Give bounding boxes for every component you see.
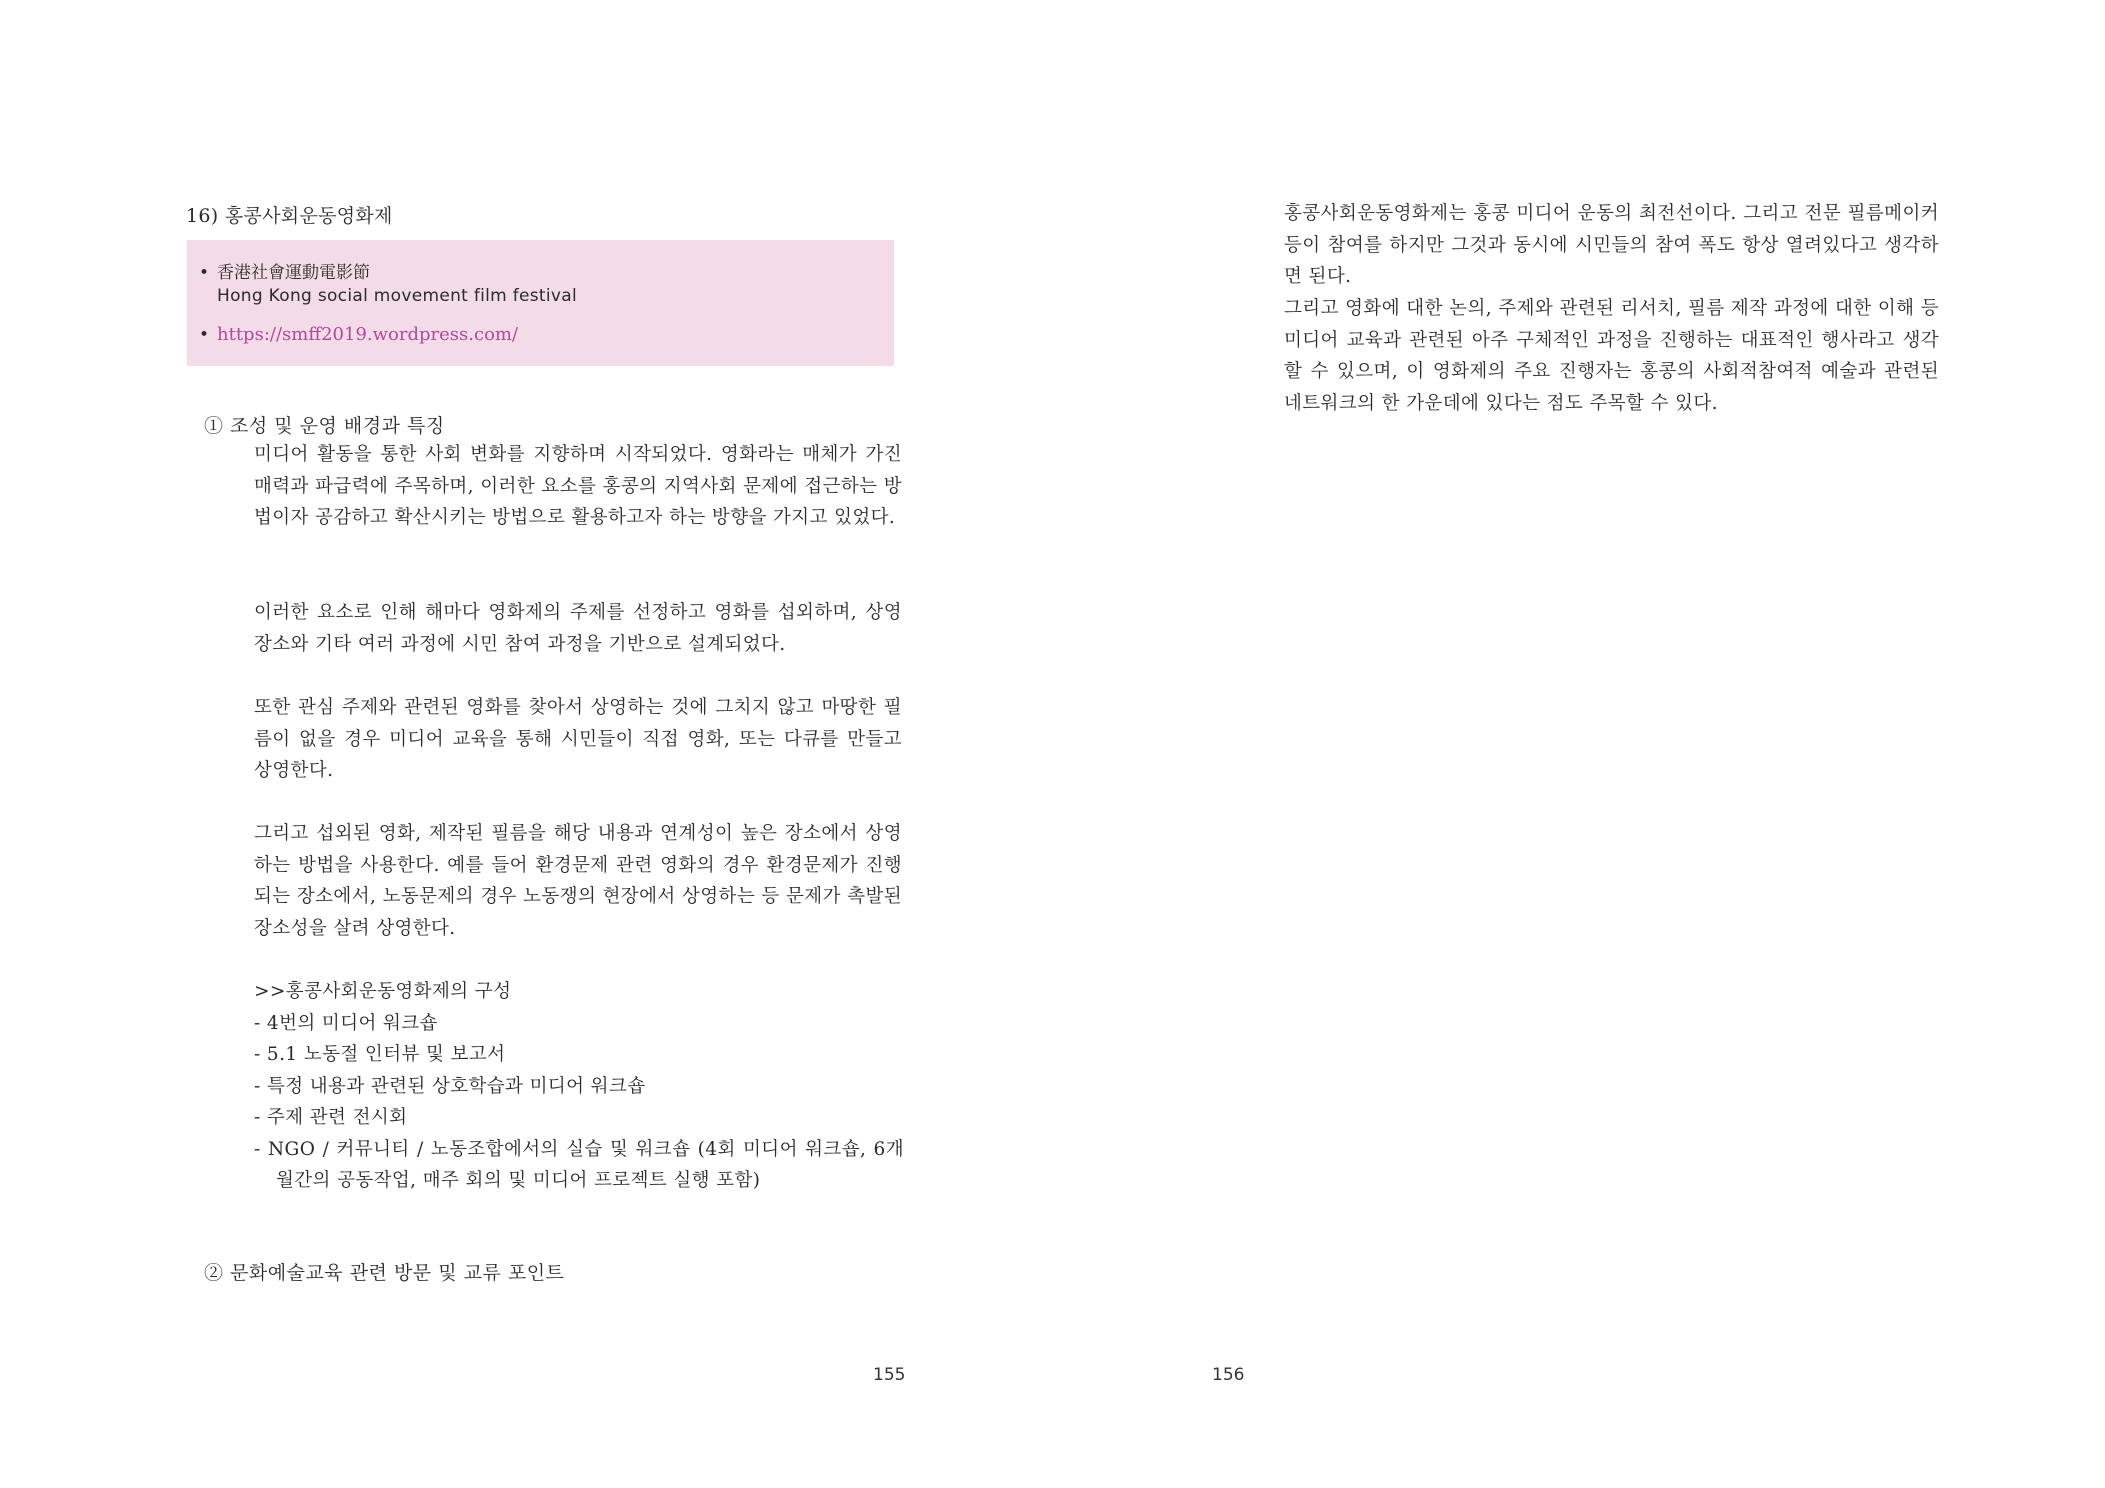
page-number-right: 156 — [1212, 1365, 1245, 1385]
page-number-left: 155 — [873, 1365, 906, 1385]
bullet-icon: • — [199, 263, 210, 283]
right-paragraph-2: 그리고 영화에 대한 논의, 주제와 관련된 리서치, 필름 제작 과정에 대한 이해 등 미디어 교육과 관련된 아주 구체적인 과정을 진행하는 대표적인 행사라고 생각할 수 있으며, 이 영화제의 주요 진행자는 홍콩의 사회적참여적 예술과 관련된 네트워크의 한 가운데에 있다는 점도 주목할 수 있다. — [1284, 298, 1939, 414]
list-item: - 5.1 노동절 인터뷰 및 보고서 — [254, 1044, 506, 1065]
list-item: - NGO / 커뮤니티 / 노동조합에서의 실습 및 워크숍 (4회 미디어 워크숍, 6개월간의 공동작업, 매주 회의 및 미디어 프로젝트 실행 포함) — [254, 1138, 904, 1191]
list-item: - 4번의 미디어 워크숍 — [254, 1012, 438, 1034]
festival-chinese-name: 香港社會運動電影節 — [217, 263, 370, 283]
right-paragraph-1: 홍콩사회운동영화제는 홍콩 미디어 운동의 최전선이다. 그리고 전문 필름메이커 등이 참여를 하지만 그것과 동시에 시민들의 참여 폭도 항상 열려있다고 생각하면 된다. — [1284, 203, 1939, 287]
festival-info-box — [187, 240, 894, 366]
list-item: - 특정 내용과 관련된 상호학습과 미디어 워크숍 — [254, 1075, 646, 1097]
paragraph-3: 또한 관심 주제와 관련된 영화를 찾아서 상영하는 것에 그치지 않고 마땅한 필름이 없을 경우 미디어 교육을 통해 시민들이 직접 영화, 또는 다큐를 만들고 상영한다. — [254, 697, 902, 781]
subheading-background: ① 조성 및 운영 배경과 특징 — [204, 415, 445, 437]
festival-website-link[interactable]: https://smff2019.wordpress.com/ — [217, 324, 519, 345]
list-item: - 주제 관련 전시회 — [254, 1107, 408, 1128]
left-page — [0, 0, 1052, 1488]
festival-english-name: Hong Kong social movement film festival — [217, 286, 578, 306]
bullet-icon: • — [199, 325, 210, 345]
composition-title: >>홍콩사회운동영화제의 구성 — [254, 981, 512, 1002]
info-chinese-name-row — [199, 258, 370, 283]
info-url-row — [199, 324, 518, 345]
subheading-visit-points: ② 문화예술교육 관련 방문 및 교류 포인트 — [204, 1262, 565, 1284]
composition-list — [254, 976, 904, 1197]
right-page — [1052, 0, 2105, 1488]
paragraph-4: 그리고 섭외된 영화, 제작된 필름을 해당 내용과 연계성이 높은 장소에서 상영하는 방법을 사용한다. 예를 들어 환경문제 관련 영화의 경우 환경문제가 진행되는 장소에서, 노동문제의 경우 노동쟁의 현장에서 상영하는 등 문제가 촉발된 장소성을 살려 상영한다. — [254, 823, 902, 939]
section-title: 16) 홍콩사회운동영화제 — [186, 205, 393, 227]
paragraph-1: 미디어 활동을 통한 사회 변화를 지향하며 시작되었다. 영화라는 매체가 가진 매력과 파급력에 주목하며, 이러한 요소를 홍콩의 지역사회 문제에 접근하는 방법이자 공감하고 확산시키는 방법으로 활용하고자 하는 방향을 가지고 있었다. — [254, 444, 902, 528]
paragraph-2: 이러한 요소로 인해 해마다 영화제의 주제를 선정하고 영화를 섭외하며, 상영 장소와 기타 여러 과정에 시민 참여 과정을 기반으로 설계되었다. — [254, 602, 902, 655]
